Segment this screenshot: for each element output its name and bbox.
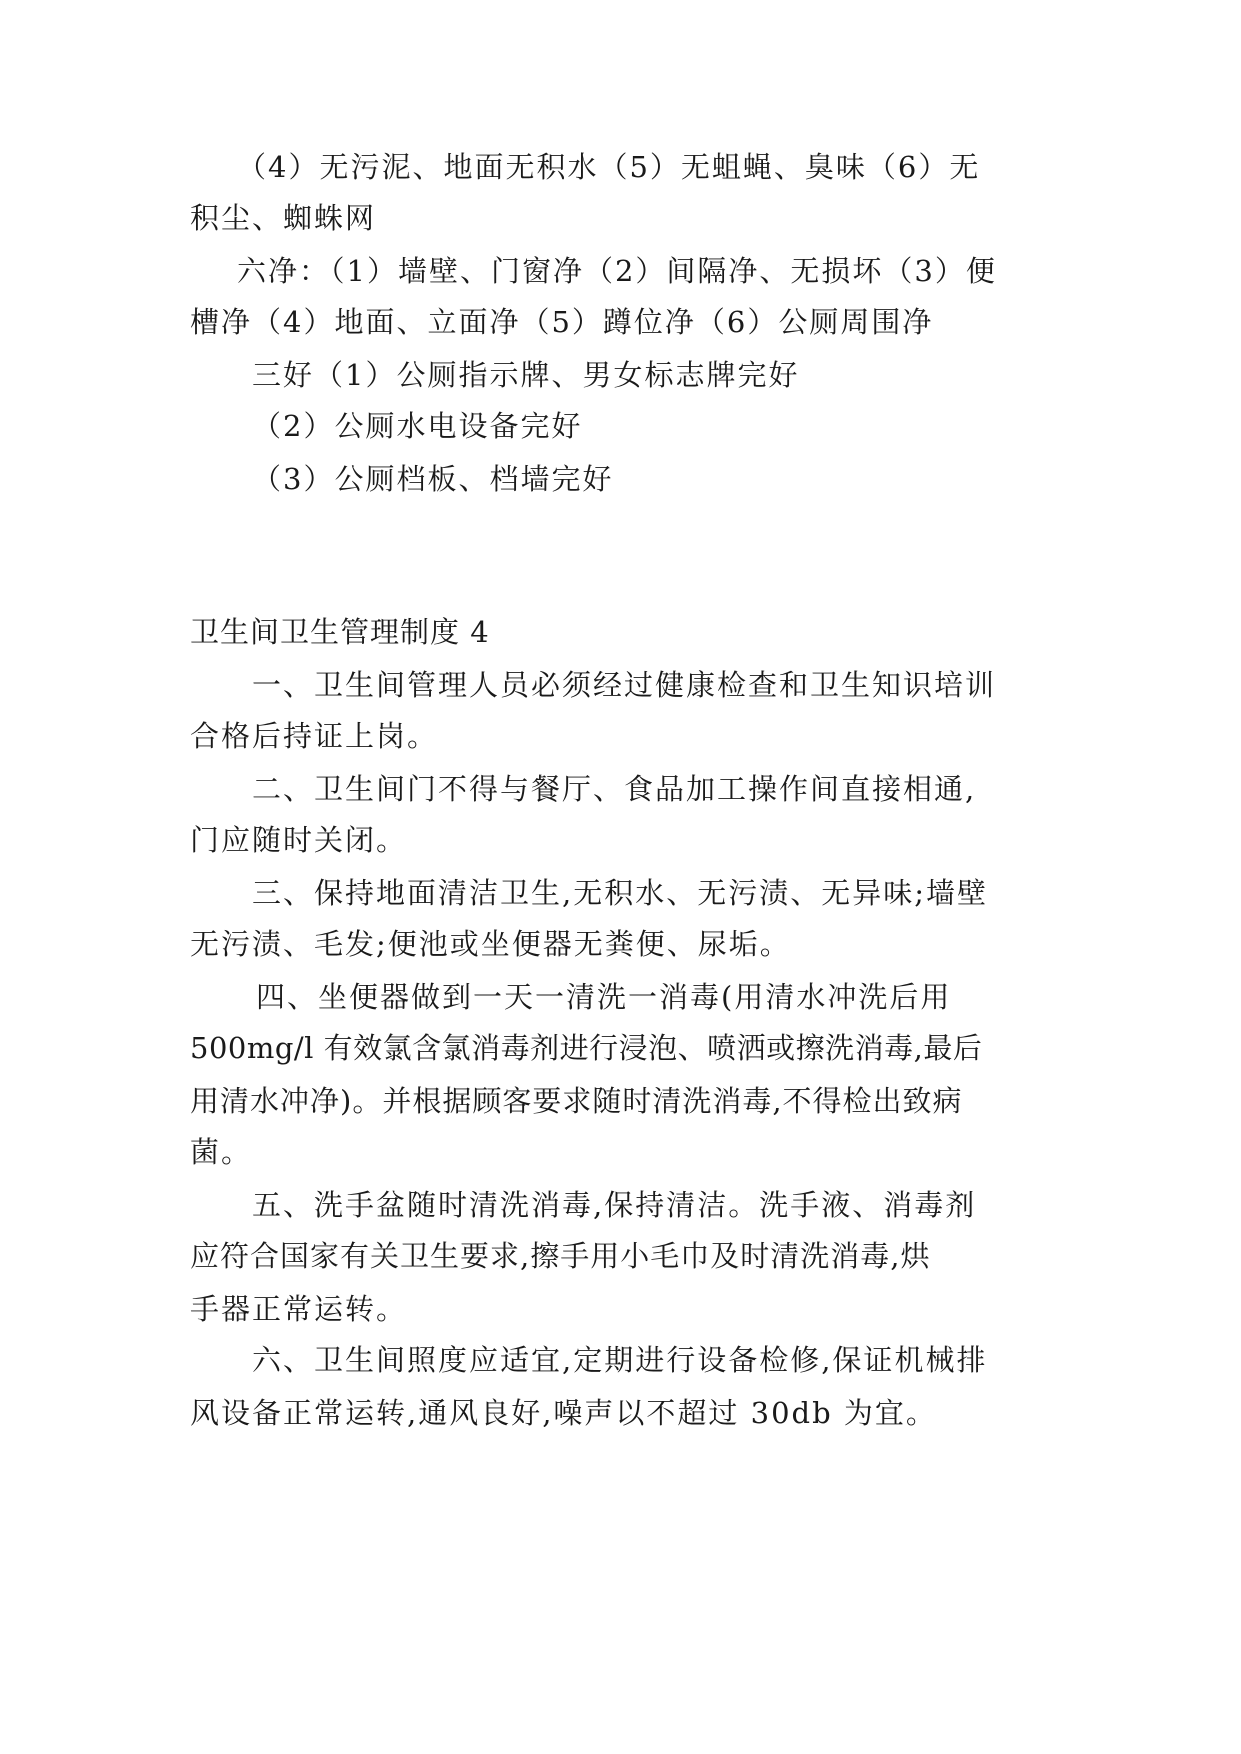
text-line: 无污渍、毛发;便池或坐便器无粪便、尿垢。 <box>190 927 791 961</box>
text-line: 槽净（4）地面、立面净（5）蹲位净（6）公厕周围净 <box>190 305 934 339</box>
text-line: 一、卫生间管理人员必须经过健康检查和卫生知识培训 <box>252 668 997 702</box>
text-line: 四、坐便器做到一天一清洗一消毒(用清水冲洗后用 <box>256 980 952 1014</box>
text-line: 二、卫生间门不得与餐厅、食品加工操作间直接相通, <box>252 772 977 806</box>
text-line: 三好（1）公厕指示牌、男女标志牌完好 <box>252 358 800 392</box>
text-line: 手器正常运转。 <box>190 1292 408 1326</box>
text-line: 用清水冲净)。并根据顾客要求随时清洗消毒,不得检出致病 <box>190 1084 963 1118</box>
text-line: （2）公厕水电设备完好 <box>252 409 583 443</box>
text-line: 五、洗手盆随时清洗消毒,保持清洁。洗手液、消毒剂 <box>252 1188 977 1222</box>
text-line: 六、卫生间照度应适宜,定期进行设备检修,保证机械排 <box>252 1343 988 1377</box>
text-line: 门应随时关闭。 <box>190 823 408 857</box>
text-line: 积尘、蜘蛛网 <box>190 201 377 235</box>
section-title: 卫生间卫生管理制度 4 <box>190 615 490 649</box>
text-line: 六净：（1）墙壁、门窗净（2）间隔净、无损坏（3）便 <box>237 254 997 288</box>
text-line: 合格后持证上岗。 <box>190 719 439 753</box>
text-line: 三、保持地面清洁卫生,无积水、无污渍、无异味;墙壁 <box>252 876 988 910</box>
text-line: （3）公厕档板、档墙完好 <box>252 462 614 496</box>
text-line: 应符合国家有关卫生要求,擦手用小毛巾及时清洗消毒,烘 <box>190 1239 931 1273</box>
text-line: （4）无污泥、地面无积水（5）无蛆蝇、臭味（6）无 <box>237 150 981 184</box>
text-line: 500mg/l 有效氯含氯消毒剂进行浸泡、喷洒或擦洗消毒,最后 <box>190 1031 983 1065</box>
text-line: 菌。 <box>190 1135 253 1169</box>
text-line: 风设备正常运转,通风良好,噪声以不超过 30db 为宜。 <box>190 1396 937 1430</box>
